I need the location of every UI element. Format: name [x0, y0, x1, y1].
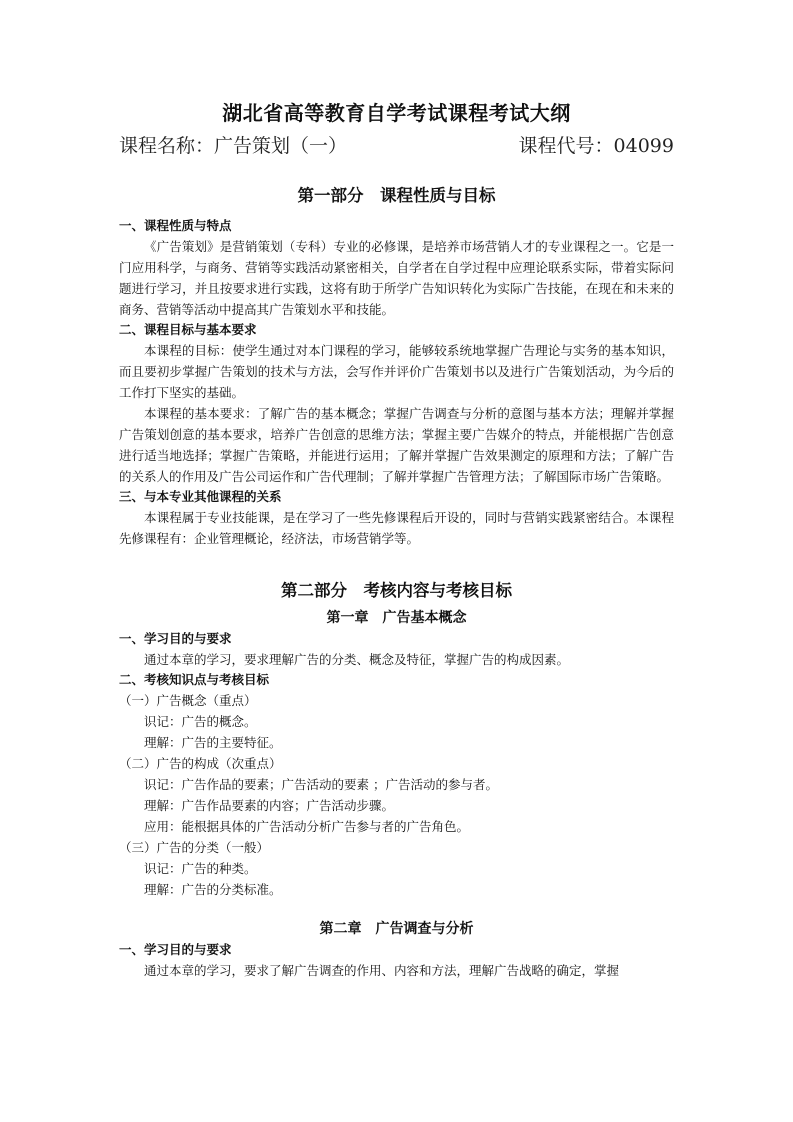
paragraph: 本课程的基本要求：了解广告的基本概念；掌握广告调查与分析的意图与基本方法；理解并掌握广告策划创意的基本要求，培养广告创意的思维方法；掌握主要广告媒介的特点，并能根据广告创意进行适当地选择；掌握广告策略，并能进行运用；了解并掌握广告效果测定的原理和方法；了解广告的关系人的作用及广告公司运作和广告代理制；了解并掌握广告管理方法；了解国际市场广告策略。 — [119, 406, 674, 484]
chapter-2 — [119, 918, 674, 981]
knowledge-detail: 识记：广告的种类。 — [144, 861, 257, 876]
document-title: 湖北省高等教育自学考试课程考试大纲 — [222, 101, 571, 125]
section-heading: 三、与本专业其他课程的关系 — [119, 489, 282, 504]
knowledge-detail: 识记：广告作品的要素；广告活动的要素 ；广告活动的参与者。 — [144, 777, 498, 792]
knowledge-point: （一）广告概念（重点） — [119, 693, 257, 708]
section-heading: 一、学习目的与要求 — [119, 631, 232, 646]
knowledge-detail: 识记：广告的概念。 — [144, 714, 257, 729]
paragraph: 本课程属于专业技能课，是在学习了一些先修课程后开设的，同时与营销实践紧密结合。本课程先修课程有：企业管理概论，经济法，市场营销学等。 — [119, 510, 674, 546]
section-heading: 一、课程性质与特点 — [119, 218, 232, 233]
section-heading: 一、学习目的与要求 — [119, 942, 232, 957]
paragraph: 《广告策划》是营销策划（专科）专业的必修课，是培养市场营销人才的专业课程之一。它是一门应用科学，与商务、营销等实践活动紧密相关，自学者在自学过程中应理论联系实际，带着实际问题进行学习，并且按要求进行实践，这将有助于所学广告知识转化为实际广告技能，在现在和未来的商务、营销等活动中提高其广告策划水平和技能。 — [119, 239, 674, 317]
part2-title: 第二部分 考核内容与考核目标 — [281, 581, 512, 600]
knowledge-detail: 理解：广告作品要素的内容；广告活动步骤。 — [144, 798, 395, 813]
part1-section-1 — [119, 216, 674, 320]
paragraph: 通过本章的学习，要求了解广告调查的作用、内容和方法，理解广告战略的确定，掌握 — [144, 963, 620, 978]
chapter-title: 第二章 广告调查与分析 — [319, 921, 474, 937]
knowledge-point: （二）广告的构成（次重点） — [119, 756, 282, 771]
part1-title: 第一部分 课程性质与目标 — [297, 186, 496, 205]
chapter-1 — [119, 607, 674, 900]
knowledge-detail: 理解：广告的主要特征。 — [144, 735, 282, 750]
chapter-title: 第一章 广告基本概念 — [326, 610, 467, 626]
document-page — [119, 98, 674, 981]
course-code: 课程代号：04099 — [518, 135, 674, 157]
section-heading: 二、考核知识点与考核目标 — [119, 672, 270, 687]
knowledge-detail: 应用：能根据具体的广告活动分析广告参与者的广告角色。 — [144, 819, 470, 834]
paragraph: 本课程的目标：使学生通过对本门课程的学习，能够较系统地掌握广告理论与实务的基本知识，而且要初步掌握广告策划的技术与方法，会写作并评价广告策划书以及进行广告策划活动，为今后的工作打下坚实的基础。 — [119, 343, 674, 400]
section-heading: 二、课程目标与基本要求 — [119, 322, 257, 337]
part1-section-2 — [119, 320, 674, 487]
part1-section-3 — [119, 487, 674, 549]
course-name: 课程名称：广告策划（一） — [119, 135, 348, 157]
knowledge-detail: 理解：广告的分类标准。 — [144, 882, 282, 897]
knowledge-point: （三）广告的分类（一般） — [119, 840, 270, 855]
paragraph: 通过本章的学习，要求理解广告的分类、概念及特征，掌握广告的构成因素。 — [144, 652, 570, 667]
course-info-line — [119, 132, 674, 160]
